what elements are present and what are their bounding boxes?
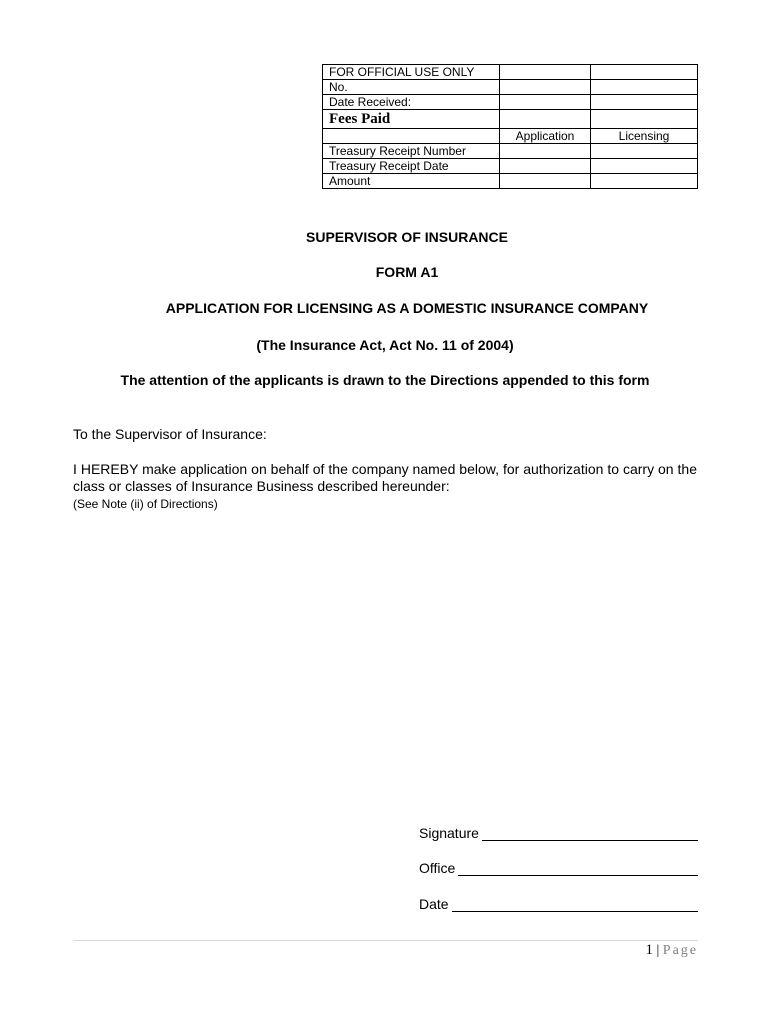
directions-note: (See Note (ii) of Directions) bbox=[73, 497, 218, 511]
date-line bbox=[419, 894, 698, 912]
signature-field[interactable] bbox=[482, 826, 698, 841]
office-line bbox=[419, 858, 698, 876]
no-label: No. bbox=[323, 80, 500, 95]
date-received-field-2[interactable] bbox=[591, 95, 698, 110]
amount-application-field[interactable] bbox=[500, 174, 591, 189]
page-number: 1 bbox=[645, 942, 653, 958]
page-footer bbox=[645, 942, 698, 959]
date-received-label: Date Received: bbox=[323, 95, 500, 110]
date-label: Date bbox=[419, 896, 449, 912]
treasury-receipt-date-label: Treasury Receipt Date bbox=[323, 159, 500, 174]
date-received-field[interactable] bbox=[500, 95, 591, 110]
signature-line bbox=[419, 823, 698, 841]
treasury-receipt-number-label: Treasury Receipt Number bbox=[323, 144, 500, 159]
heading-act: (The Insurance Act, Act No. 11 of 2004) bbox=[256, 337, 514, 353]
office-field[interactable] bbox=[458, 861, 698, 876]
application-text: I HEREBY make application on behalf of the company named below, for authorization to carry on the class or classes of Insurance Business described hereunder: bbox=[73, 461, 697, 494]
heading-form: FORM A1 bbox=[375, 264, 439, 280]
salutation: To the Supervisor of Insurance: bbox=[73, 426, 267, 442]
office-label: Office bbox=[419, 860, 456, 876]
treasury-receipt-date-application-field[interactable] bbox=[500, 159, 591, 174]
fees-paid-cell-2 bbox=[500, 110, 591, 129]
page-separator: | bbox=[656, 943, 660, 958]
column-header-application: Application bbox=[500, 129, 591, 144]
heading-attention: The attention of the applicants is drawn to the Directions appended to this form bbox=[120, 372, 650, 388]
heading-supervisor: SUPERVISOR OF INSURANCE bbox=[306, 229, 508, 245]
column-header-licensing: Licensing bbox=[591, 129, 698, 144]
page-word: Page bbox=[662, 943, 698, 958]
official-use-header-cell-2 bbox=[500, 65, 591, 80]
treasury-receipt-number-application-field[interactable] bbox=[500, 144, 591, 159]
treasury-receipt-number-licensing-field[interactable] bbox=[591, 144, 698, 159]
heading-application: APPLICATION FOR LICENSING AS A DOMESTIC INSURANCE COMPANY bbox=[165, 300, 649, 316]
no-field-2[interactable] bbox=[591, 80, 698, 95]
official-use-header: FOR OFFICIAL USE ONLY bbox=[323, 65, 500, 80]
fees-paid-cell-3 bbox=[591, 110, 698, 129]
official-use-header-cell-3 bbox=[591, 65, 698, 80]
no-field[interactable] bbox=[500, 80, 591, 95]
amount-label: Amount bbox=[323, 174, 500, 189]
treasury-receipt-date-licensing-field[interactable] bbox=[591, 159, 698, 174]
footer-divider bbox=[73, 940, 698, 941]
amount-licensing-field[interactable] bbox=[591, 174, 698, 189]
official-use-table bbox=[322, 64, 698, 189]
date-field[interactable] bbox=[452, 897, 698, 912]
fees-paid-label: Fees Paid bbox=[323, 110, 500, 129]
signature-label: Signature bbox=[419, 825, 479, 841]
column-header-blank bbox=[323, 129, 500, 144]
